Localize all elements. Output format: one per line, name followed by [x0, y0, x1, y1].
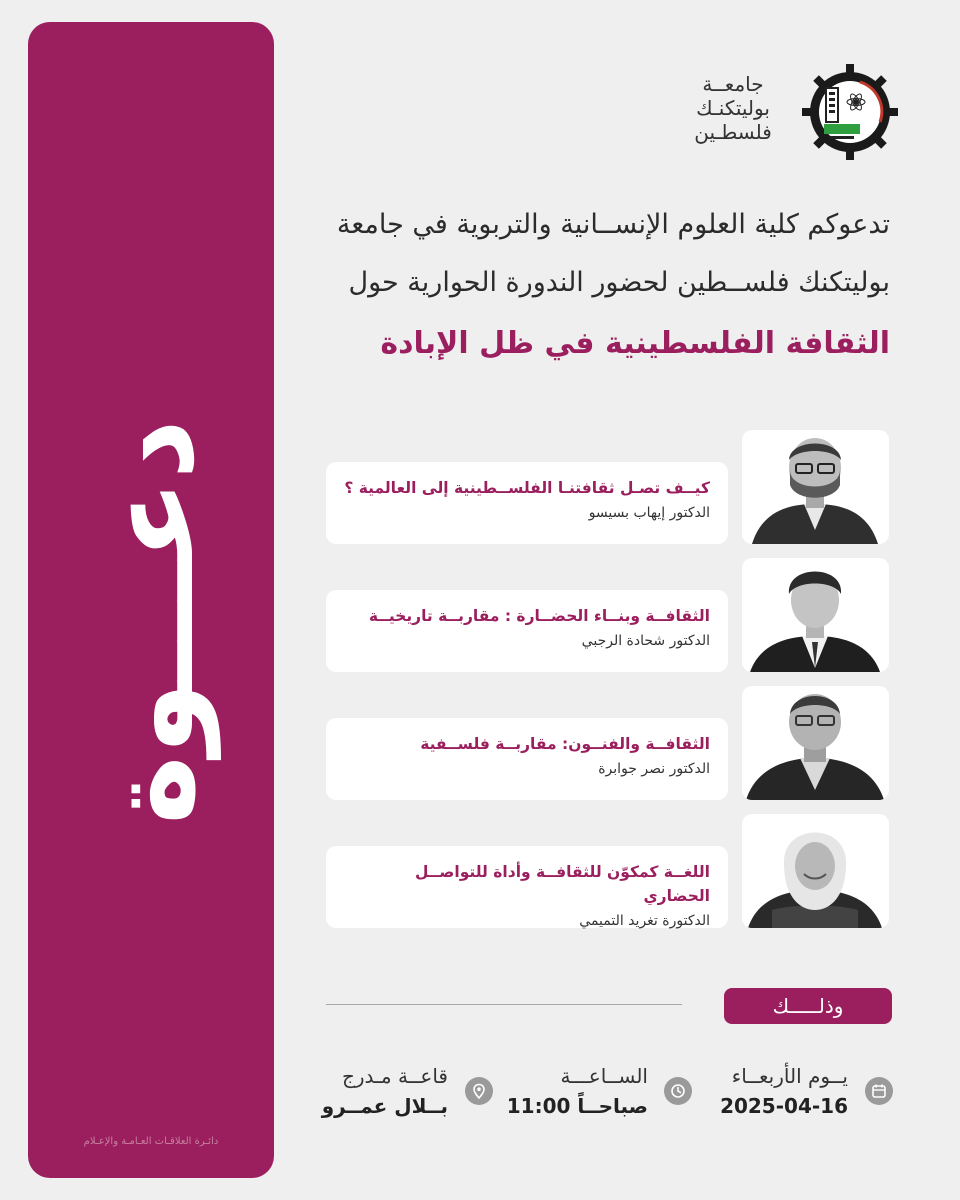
speaker-photo [742, 686, 889, 800]
logo-line-3: فلسطـين [694, 120, 772, 144]
speaker-photo [742, 430, 889, 544]
location-pin-icon [465, 1077, 493, 1105]
gear-logo-icon [800, 62, 900, 162]
speaker-portrait-icon [742, 814, 889, 928]
invitation-intro [310, 196, 890, 312]
speaker-photo [742, 814, 889, 928]
side-panel [28, 22, 274, 1178]
intro-line-2: بوليتكنك فلســطين لحضور الندورة الحوارية حول [348, 267, 890, 298]
speaker-portrait-icon [742, 686, 889, 800]
speaker-portrait-icon [742, 430, 889, 544]
speaker-portrait-icon [742, 558, 889, 672]
intro-line-1: تدعوكم كلية العلوم الإنســانية والتربوية في جامعة [336, 209, 890, 240]
talk-title: الثقافــة والفنــون: مقاربــة فلســفية [420, 735, 710, 753]
department-footer: دائـرة العلاقـات العـامـة والإعـلام [83, 1136, 219, 1147]
talk-speaker: الدكتور إيهاب بسيسو [588, 505, 710, 521]
time-label: الســاعـــة [560, 1064, 648, 1088]
event-time: 11:00 صباحــاً [506, 1094, 648, 1118]
talk-card [326, 846, 728, 928]
day-label: يــوم الأربعــاء [731, 1064, 848, 1088]
calendar-icon [865, 1077, 893, 1105]
divider [326, 1004, 682, 1005]
logo-line-2: بوليتكنـك [696, 96, 770, 120]
clock-icon [664, 1077, 692, 1105]
and-label-badge: وذلـــــك [724, 988, 892, 1024]
talk-card [326, 718, 728, 800]
talk-title: كيــف تصـل ثقافتنـا الفلســطينية إلى العالمية ؟ [344, 479, 710, 497]
event-date: 2025-04-16 [720, 1094, 848, 1118]
venue-label: قاعــة مـدرج [341, 1064, 448, 1088]
talk-speaker: الدكتور شحادة الرجبي [581, 633, 710, 649]
venue-name: بــلال عمــرو [321, 1094, 448, 1118]
logo-line-1: جامعــة [702, 72, 764, 96]
university-logo [694, 62, 900, 162]
talk-title: اللغــة كمكوّن للثقافــة وأداة للتواصــل الحضاري [414, 863, 710, 905]
talk-card [326, 462, 728, 544]
talk-speaker: الدكتورة تغريد التميمي [579, 913, 710, 929]
speaker-photo [742, 558, 889, 672]
logo-wordmark [678, 72, 788, 144]
symposium-title: الثقافة الفلسطينية في ظل الإبادة [380, 326, 890, 361]
talk-speaker: الدكتور نصر جوابرة [598, 761, 710, 777]
talk-card [326, 590, 728, 672]
invitation-word: دعـــوة [82, 419, 220, 825]
talk-title: الثقافــة وبنــاء الحضــارة : مقاربــة تاريخيــة [368, 607, 710, 625]
